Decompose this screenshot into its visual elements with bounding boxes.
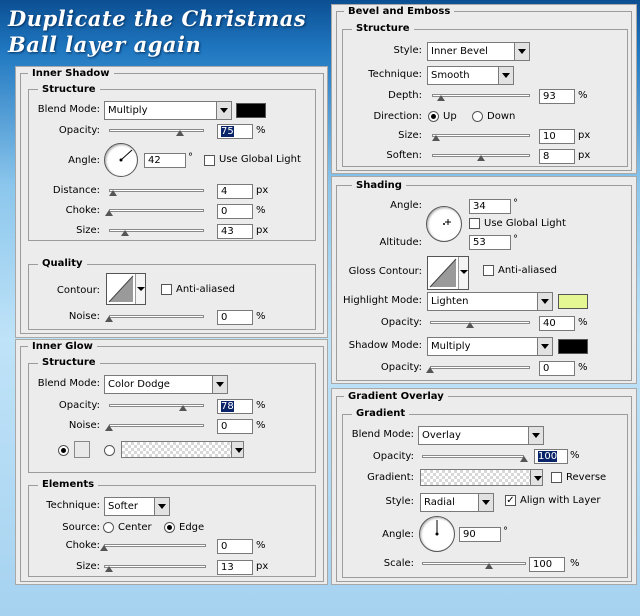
is-blend-label: Blend Mode: bbox=[37, 104, 100, 115]
chevron-down-icon bbox=[528, 427, 543, 444]
slider-thumb[interactable] bbox=[520, 456, 528, 462]
ig-source-label: Source: bbox=[62, 522, 100, 533]
be-size-unit: px bbox=[578, 130, 591, 141]
inner-shadow-panel bbox=[15, 66, 328, 338]
be-direction-up-radio[interactable] bbox=[428, 111, 439, 122]
be-size-label: Size: bbox=[398, 130, 422, 141]
go-blend-label: Blend Mode: bbox=[351, 429, 414, 440]
is-opacity-slider[interactable] bbox=[109, 126, 204, 136]
shading-panel bbox=[331, 176, 637, 384]
is-angle-dial[interactable] bbox=[104, 143, 138, 177]
contour-curve-icon bbox=[428, 257, 458, 289]
is-angle-unit: ° bbox=[188, 152, 193, 163]
ig-noise-input[interactable]: 0 bbox=[217, 419, 253, 434]
slider-thumb[interactable] bbox=[477, 155, 485, 161]
sh-global-light-checkbox[interactable] bbox=[469, 218, 480, 229]
sh-global-light-label: Use Global Light bbox=[484, 218, 566, 229]
sh-s-opacity-label: Opacity: bbox=[380, 362, 422, 373]
is-noise-input[interactable]: 0 bbox=[217, 310, 253, 325]
slider-thumb[interactable] bbox=[105, 316, 113, 322]
title-line-2: Ball layer again bbox=[8, 32, 202, 57]
go-angle-input[interactable]: 90 bbox=[459, 527, 501, 542]
be-direction-up-label: Up bbox=[443, 111, 457, 122]
ig-opacity-input[interactable]: 78 bbox=[217, 399, 253, 414]
go-align-label: Align with Layer bbox=[520, 495, 601, 506]
is-anti-aliased-checkbox[interactable] bbox=[161, 284, 172, 295]
ig-gradient-radio[interactable] bbox=[104, 445, 115, 456]
is-noise-slider[interactable] bbox=[109, 312, 204, 322]
chevron-down-icon bbox=[537, 338, 552, 355]
ig-size-slider[interactable] bbox=[104, 562, 206, 572]
go-align-checkbox[interactable]: ✓ bbox=[506, 495, 515, 506]
is-choke-input[interactable]: 0 bbox=[217, 204, 253, 219]
sh-h-opacity-input[interactable]: 40 bbox=[539, 316, 575, 331]
angle-needle-icon bbox=[105, 144, 137, 176]
be-technique-label: Technique: bbox=[368, 69, 422, 80]
slider-thumb[interactable] bbox=[100, 545, 108, 551]
slider-thumb[interactable] bbox=[121, 230, 129, 236]
go-reverse-label: Reverse bbox=[566, 472, 607, 483]
go-angle-dial[interactable] bbox=[419, 516, 455, 552]
ig-opacity-unit: % bbox=[256, 400, 266, 411]
go-reverse-checkbox[interactable] bbox=[551, 472, 562, 483]
is-distance-unit: px bbox=[256, 185, 269, 196]
be-direction-down-label: Down bbox=[487, 111, 516, 122]
ig-blend-label: Blend Mode: bbox=[37, 378, 100, 389]
chevron-down-icon bbox=[154, 498, 169, 515]
is-opacity-input[interactable]: 75 bbox=[217, 124, 253, 139]
is-distance-input[interactable]: 4 bbox=[217, 184, 253, 199]
slider-thumb[interactable] bbox=[432, 135, 440, 141]
slider-thumb[interactable] bbox=[176, 130, 184, 136]
be-size-input[interactable]: 10 bbox=[539, 129, 575, 144]
title-line-1: Duplicate the Christmas bbox=[8, 6, 307, 31]
is-global-light-checkbox[interactable] bbox=[204, 155, 215, 166]
inner-shadow-structure-title: Structure bbox=[38, 84, 100, 95]
go-angle-unit: ° bbox=[503, 526, 508, 537]
sh-highlight-color-swatch[interactable] bbox=[558, 294, 588, 309]
gradient-sub-title: Gradient bbox=[352, 408, 409, 419]
sh-angle-unit: ° bbox=[513, 198, 518, 209]
be-technique-select[interactable]: Smooth bbox=[427, 66, 514, 85]
is-noise-label: Noise: bbox=[68, 311, 100, 322]
go-blend-mode-select[interactable]: Overlay bbox=[418, 426, 544, 445]
sh-s-opacity-slider[interactable] bbox=[430, 363, 530, 373]
inner-shadow-quality-title: Quality bbox=[38, 258, 87, 269]
chevron-down-icon bbox=[135, 274, 145, 304]
is-size-label: Size: bbox=[76, 225, 100, 236]
angle-needle-icon bbox=[420, 517, 454, 551]
gradient-title: Gradient Overlay bbox=[344, 391, 448, 402]
be-depth-input[interactable]: 93 bbox=[539, 89, 575, 104]
inner-glow-elements-title: Elements bbox=[38, 479, 98, 490]
is-size-slider[interactable] bbox=[109, 226, 204, 236]
sh-h-opacity-label: Opacity: bbox=[380, 317, 422, 328]
inner-glow-title: Inner Glow bbox=[28, 341, 97, 352]
slider-thumb[interactable] bbox=[109, 190, 117, 196]
chevron-down-icon bbox=[212, 376, 227, 393]
go-style-label: Style: bbox=[385, 496, 414, 507]
is-global-light-label: Use Global Light bbox=[219, 154, 301, 165]
bevel-structure-title: Structure bbox=[352, 23, 414, 34]
sh-shadow-label: Shadow Mode: bbox=[348, 340, 422, 351]
sh-s-opacity-input[interactable]: 0 bbox=[539, 361, 575, 376]
sh-altitude-unit: ° bbox=[513, 234, 518, 245]
sh-angle-input[interactable]: 34 bbox=[469, 199, 511, 214]
go-gradient-label: Gradient: bbox=[367, 472, 414, 483]
ig-noise-slider[interactable] bbox=[109, 421, 204, 431]
is-size-input[interactable]: 43 bbox=[217, 224, 253, 239]
go-opacity-unit: % bbox=[570, 450, 580, 461]
be-style-label: Style: bbox=[393, 45, 422, 56]
sh-angle-label: Angle: bbox=[390, 200, 422, 211]
go-scale-input[interactable]: 100 bbox=[529, 557, 565, 572]
is-choke-unit: % bbox=[256, 205, 266, 216]
go-angle-label: Angle: bbox=[382, 529, 414, 540]
sh-altitude-input[interactable]: 53 bbox=[469, 235, 511, 250]
be-direction-down-radio[interactable] bbox=[472, 111, 483, 122]
sh-anti-aliased-label: Anti-aliased bbox=[498, 265, 558, 276]
go-scale-label: Scale: bbox=[383, 558, 414, 569]
go-scale-slider[interactable] bbox=[422, 559, 526, 569]
ig-choke-label: Choke: bbox=[65, 540, 100, 551]
ig-noise-unit: % bbox=[256, 420, 266, 431]
ig-size-unit: px bbox=[256, 561, 269, 572]
go-opacity-label: Opacity: bbox=[372, 451, 414, 462]
sh-shadow-mode-select[interactable]: Multiply bbox=[427, 337, 553, 356]
is-color-swatch[interactable] bbox=[236, 103, 266, 118]
go-scale-unit: % bbox=[570, 558, 580, 569]
ig-solid-color-radio[interactable] bbox=[58, 445, 69, 456]
ig-size-label: Size: bbox=[76, 561, 100, 572]
bevel-title: Bevel and Emboss bbox=[344, 6, 454, 17]
is-contour-picker[interactable] bbox=[106, 273, 146, 305]
ig-opacity-label: Opacity: bbox=[58, 400, 100, 411]
slider-thumb[interactable] bbox=[105, 210, 113, 216]
ig-gradient-picker[interactable] bbox=[121, 441, 244, 458]
be-size-slider[interactable] bbox=[432, 131, 530, 141]
slider-thumb[interactable] bbox=[437, 95, 445, 101]
chevron-down-icon bbox=[530, 470, 542, 485]
slider-thumb[interactable] bbox=[105, 425, 113, 431]
ig-source-center-label: Center bbox=[118, 522, 152, 533]
sh-altitude-label: Altitude: bbox=[379, 237, 422, 248]
shading-title: Shading bbox=[352, 180, 406, 191]
ig-choke-unit: % bbox=[256, 540, 266, 551]
is-contour-label: Contour: bbox=[56, 285, 100, 296]
be-soften-label: Soften: bbox=[386, 150, 422, 161]
be-soften-input[interactable]: 8 bbox=[539, 149, 575, 164]
inner-glow-panel bbox=[15, 339, 328, 585]
is-blend-mode-select[interactable]: Multiply bbox=[104, 101, 232, 120]
go-opacity-slider[interactable] bbox=[422, 452, 524, 462]
contour-curve-icon bbox=[107, 274, 135, 304]
slider-thumb[interactable] bbox=[105, 566, 113, 572]
chevron-down-icon bbox=[478, 494, 493, 511]
is-distance-slider[interactable] bbox=[109, 186, 204, 196]
gradient-overlay-panel bbox=[331, 388, 637, 585]
sh-gloss-label: Gloss Contour: bbox=[348, 266, 422, 277]
ig-opacity-slider[interactable] bbox=[109, 401, 204, 411]
inner-glow-structure-title: Structure bbox=[38, 357, 100, 368]
be-direction-label: Direction: bbox=[373, 111, 422, 122]
sh-highlight-mode-select[interactable]: Lighten bbox=[427, 292, 553, 311]
be-soften-unit: px bbox=[578, 150, 591, 161]
is-noise-unit: % bbox=[256, 311, 266, 322]
is-size-unit: px bbox=[256, 225, 269, 236]
sh-h-opacity-slider[interactable] bbox=[430, 318, 530, 328]
bevel-emboss-panel bbox=[331, 4, 637, 174]
sh-angle-dial[interactable] bbox=[426, 206, 462, 242]
be-style-select[interactable]: Inner Bevel bbox=[427, 42, 530, 61]
slider-thumb[interactable] bbox=[179, 405, 187, 411]
slider-thumb[interactable] bbox=[466, 322, 474, 328]
ig-source-edge-label: Edge bbox=[179, 522, 205, 533]
go-style-select[interactable]: Radial bbox=[420, 493, 494, 512]
ig-source-center-radio[interactable] bbox=[103, 522, 114, 533]
ig-size-input[interactable]: 13 bbox=[217, 560, 253, 575]
is-choke-label: Choke: bbox=[65, 205, 100, 216]
slider-thumb[interactable] bbox=[485, 563, 493, 569]
is-angle-label: Angle: bbox=[68, 155, 100, 166]
is-distance-label: Distance: bbox=[52, 185, 100, 196]
tutorial-title bbox=[8, 6, 318, 58]
chevron-down-icon bbox=[216, 102, 231, 119]
sh-h-opacity-unit: % bbox=[578, 317, 588, 328]
is-choke-slider[interactable] bbox=[109, 206, 204, 216]
be-depth-slider[interactable] bbox=[432, 91, 530, 101]
go-gradient-picker[interactable] bbox=[420, 469, 543, 486]
be-depth-unit: % bbox=[578, 90, 588, 101]
is-angle-input[interactable]: 42 bbox=[144, 153, 186, 168]
chevron-down-icon bbox=[498, 67, 513, 84]
angle-crosshair-icon bbox=[427, 207, 461, 241]
sh-s-opacity-unit: % bbox=[578, 362, 588, 373]
sh-shadow-color-swatch[interactable] bbox=[558, 339, 588, 354]
ig-color-swatch[interactable] bbox=[74, 441, 90, 458]
go-opacity-input[interactable]: 100 bbox=[534, 449, 568, 464]
be-depth-label: Depth: bbox=[388, 90, 422, 101]
ig-technique-select[interactable]: Softer bbox=[104, 497, 170, 516]
ig-noise-label: Noise: bbox=[68, 420, 100, 431]
chevron-down-icon bbox=[514, 43, 529, 60]
sh-gloss-contour-picker[interactable] bbox=[427, 256, 469, 290]
is-opacity-unit: % bbox=[256, 125, 266, 136]
ig-source-edge-radio[interactable] bbox=[164, 522, 175, 533]
be-soften-slider[interactable] bbox=[432, 151, 530, 161]
ig-blend-mode-select[interactable]: Color Dodge bbox=[104, 375, 228, 394]
is-anti-aliased-label: Anti-aliased bbox=[176, 284, 236, 295]
sh-anti-aliased-checkbox[interactable] bbox=[483, 265, 494, 276]
ig-technique-label: Technique: bbox=[46, 500, 100, 511]
ig-choke-slider[interactable] bbox=[104, 541, 206, 551]
slider-thumb[interactable] bbox=[426, 367, 434, 373]
sh-highlight-label: Highlight Mode: bbox=[343, 295, 422, 306]
chevron-down-icon bbox=[231, 442, 243, 457]
chevron-down-icon bbox=[537, 293, 552, 310]
is-opacity-label: Opacity: bbox=[58, 125, 100, 136]
ig-choke-input[interactable]: 0 bbox=[217, 539, 253, 554]
chevron-down-icon bbox=[458, 257, 468, 289]
inner-shadow-title: Inner Shadow bbox=[28, 68, 114, 79]
